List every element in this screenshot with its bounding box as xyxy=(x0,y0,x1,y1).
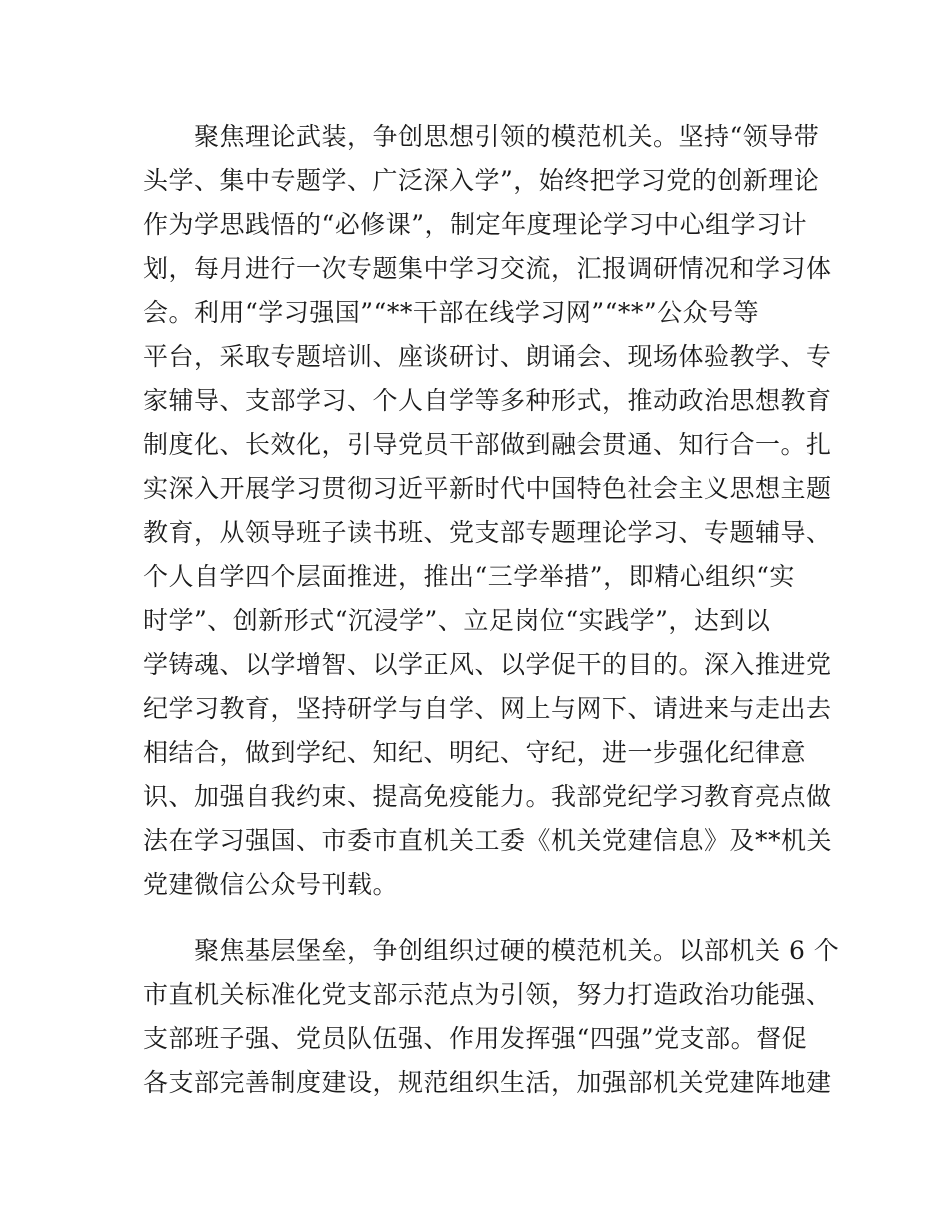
paragraph-grassroots-organization xyxy=(143,929,840,1105)
text-line: 时学”、创新形式“沉浸学”、立足岗位“实践学”，达到以 xyxy=(143,606,771,635)
text-line: 头学、集中专题学、广泛深入学”，始终把学习党的创新理论 xyxy=(143,166,820,195)
text-line: 法在学习强国、市委市直机关工委《机关党建信息》及**机关 xyxy=(143,826,833,855)
text-line: 聚焦理论武装，争创思想引领的模范机关。坚持“领导带 xyxy=(143,122,820,151)
text-line: 平台，采取专题培训、座谈研讨、朗诵会、现场体验教学、专 xyxy=(143,342,832,371)
text-line: 划，每月进行一次专题集中学习交流，汇报调研情况和学习体 xyxy=(143,254,832,283)
text-line: 会。利用“学习强国”“**干部在线学习网”“**”公众号等 xyxy=(143,298,760,327)
body-text xyxy=(143,115,840,1105)
text-line: 实深入开展学习贯彻习近平新时代中国特色社会主义思想主题 xyxy=(143,474,832,503)
text-line: 学铸魂、以学增智、以学正风、以学促干的目的。深入推进党 xyxy=(143,650,832,679)
text-line: 个人自学四个层面推进，推出“三学举措”，即精心组织“实 xyxy=(143,562,795,591)
paragraph-theory-study xyxy=(143,115,833,907)
text-line: 聚焦基层堡垒，争创组织过硬的模范机关。以部机关 6 个 xyxy=(143,936,840,965)
text-line: 家辅导、支部学习、个人自学等多种形式，推动政治思想教育 xyxy=(143,386,832,415)
text-line: 相结合，做到学纪、知纪、明纪、守纪，进一步强化纪律意 xyxy=(143,738,807,767)
text-line: 党建微信公众号刊载。 xyxy=(143,870,399,899)
text-line: 制度化、长效化，引导党员干部做到融会贯通、知行合一。扎 xyxy=(143,430,832,459)
text-line: 纪学习教育，坚持研学与自学、网上与网下、请进来与走出去 xyxy=(143,694,832,723)
text-line: 各支部完善制度建设，规范组织生活，加强部机关党建阵地建 xyxy=(143,1068,832,1097)
text-line: 支部班子强、党员队伍强、作用发挥强“四强”党支部。督促 xyxy=(143,1024,808,1053)
paragraph-spacer xyxy=(143,907,813,929)
text-line: 市直机关标准化党支部示范点为引领，努力打造政治功能强、 xyxy=(143,980,832,1009)
text-line: 教育，从领导班子读书班、党支部专题理论学习、专题辅导、 xyxy=(143,518,832,547)
text-line: 识、加强自我约束、提高免疫能力。我部党纪学习教育亮点做 xyxy=(143,782,832,811)
text-line: 作为学思践悟的“必修课”，制定年度理论学习中心组学习计 xyxy=(143,210,808,239)
